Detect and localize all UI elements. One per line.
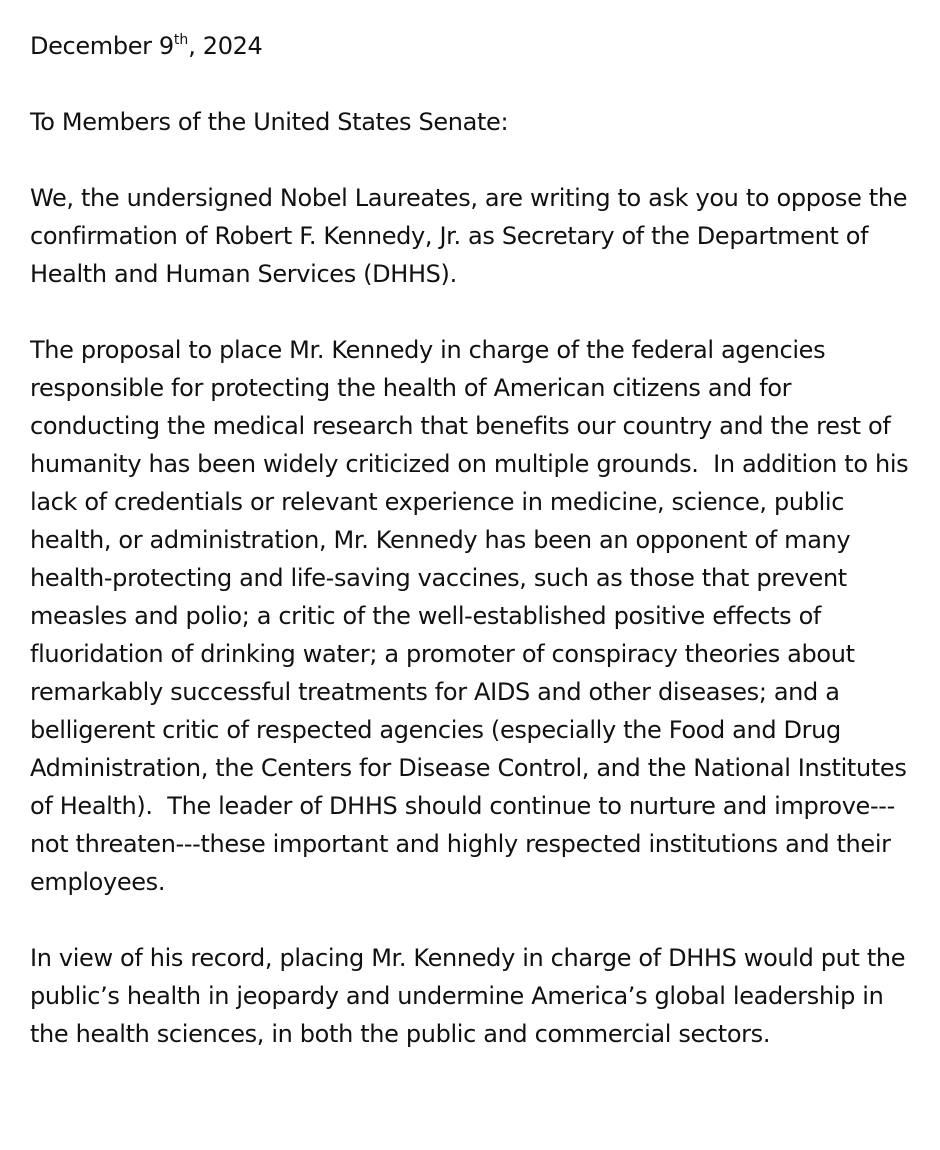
letter-paragraph-conclusion: In view of his record, placing Mr. Kennedy in charge of DHHS would put the public’s health in jeopardy and undermine America’s global leadership in the health sciences, in both the public and commercial sectors. xyxy=(30,944,913,1048)
letter-paragraph-request: We, the undersigned Nobel Laureates, are writing to ask you to oppose the confirmation of Robert F. Kennedy, Jr. as Secretary of the Department of Health and Human Services (DHHS). xyxy=(30,184,915,288)
letter-paragraph-criticisms: The proposal to place Mr. Kennedy in charge of the federal agencies responsible for protecting the health of American citizens and for conducting the medical research that benefits our country and the rest of humanity has been widely criticized on multiple grounds. In addition to his lack of credentials or relevant experience in medicine, science, public health, or administration, Mr. Kennedy has been an opponent of many health-protecting and life-saving vaccines, such as those that prevent measles and polio; a critic of the well-established positive effects of fluoridation of drinking water; a promoter of conspiracy theories about remarkably successful treatments for AIDS and other diseases; and a belligerent critic of respected agencies (especially the Food and Drug Administration, the Centers for Disease Control, and the National Institutes of Health). The leader of DHHS should continue to nurture and improve--- not threaten---these important and highly respected institutions and their employees. xyxy=(30,336,916,896)
date-month-day: December 9 xyxy=(30,32,174,60)
date-ordinal-suffix: th xyxy=(173,32,189,48)
letter-date xyxy=(30,27,910,65)
date-year: , 2024 xyxy=(188,32,263,60)
letter-salutation: To Members of the United States Senate: xyxy=(30,108,509,136)
